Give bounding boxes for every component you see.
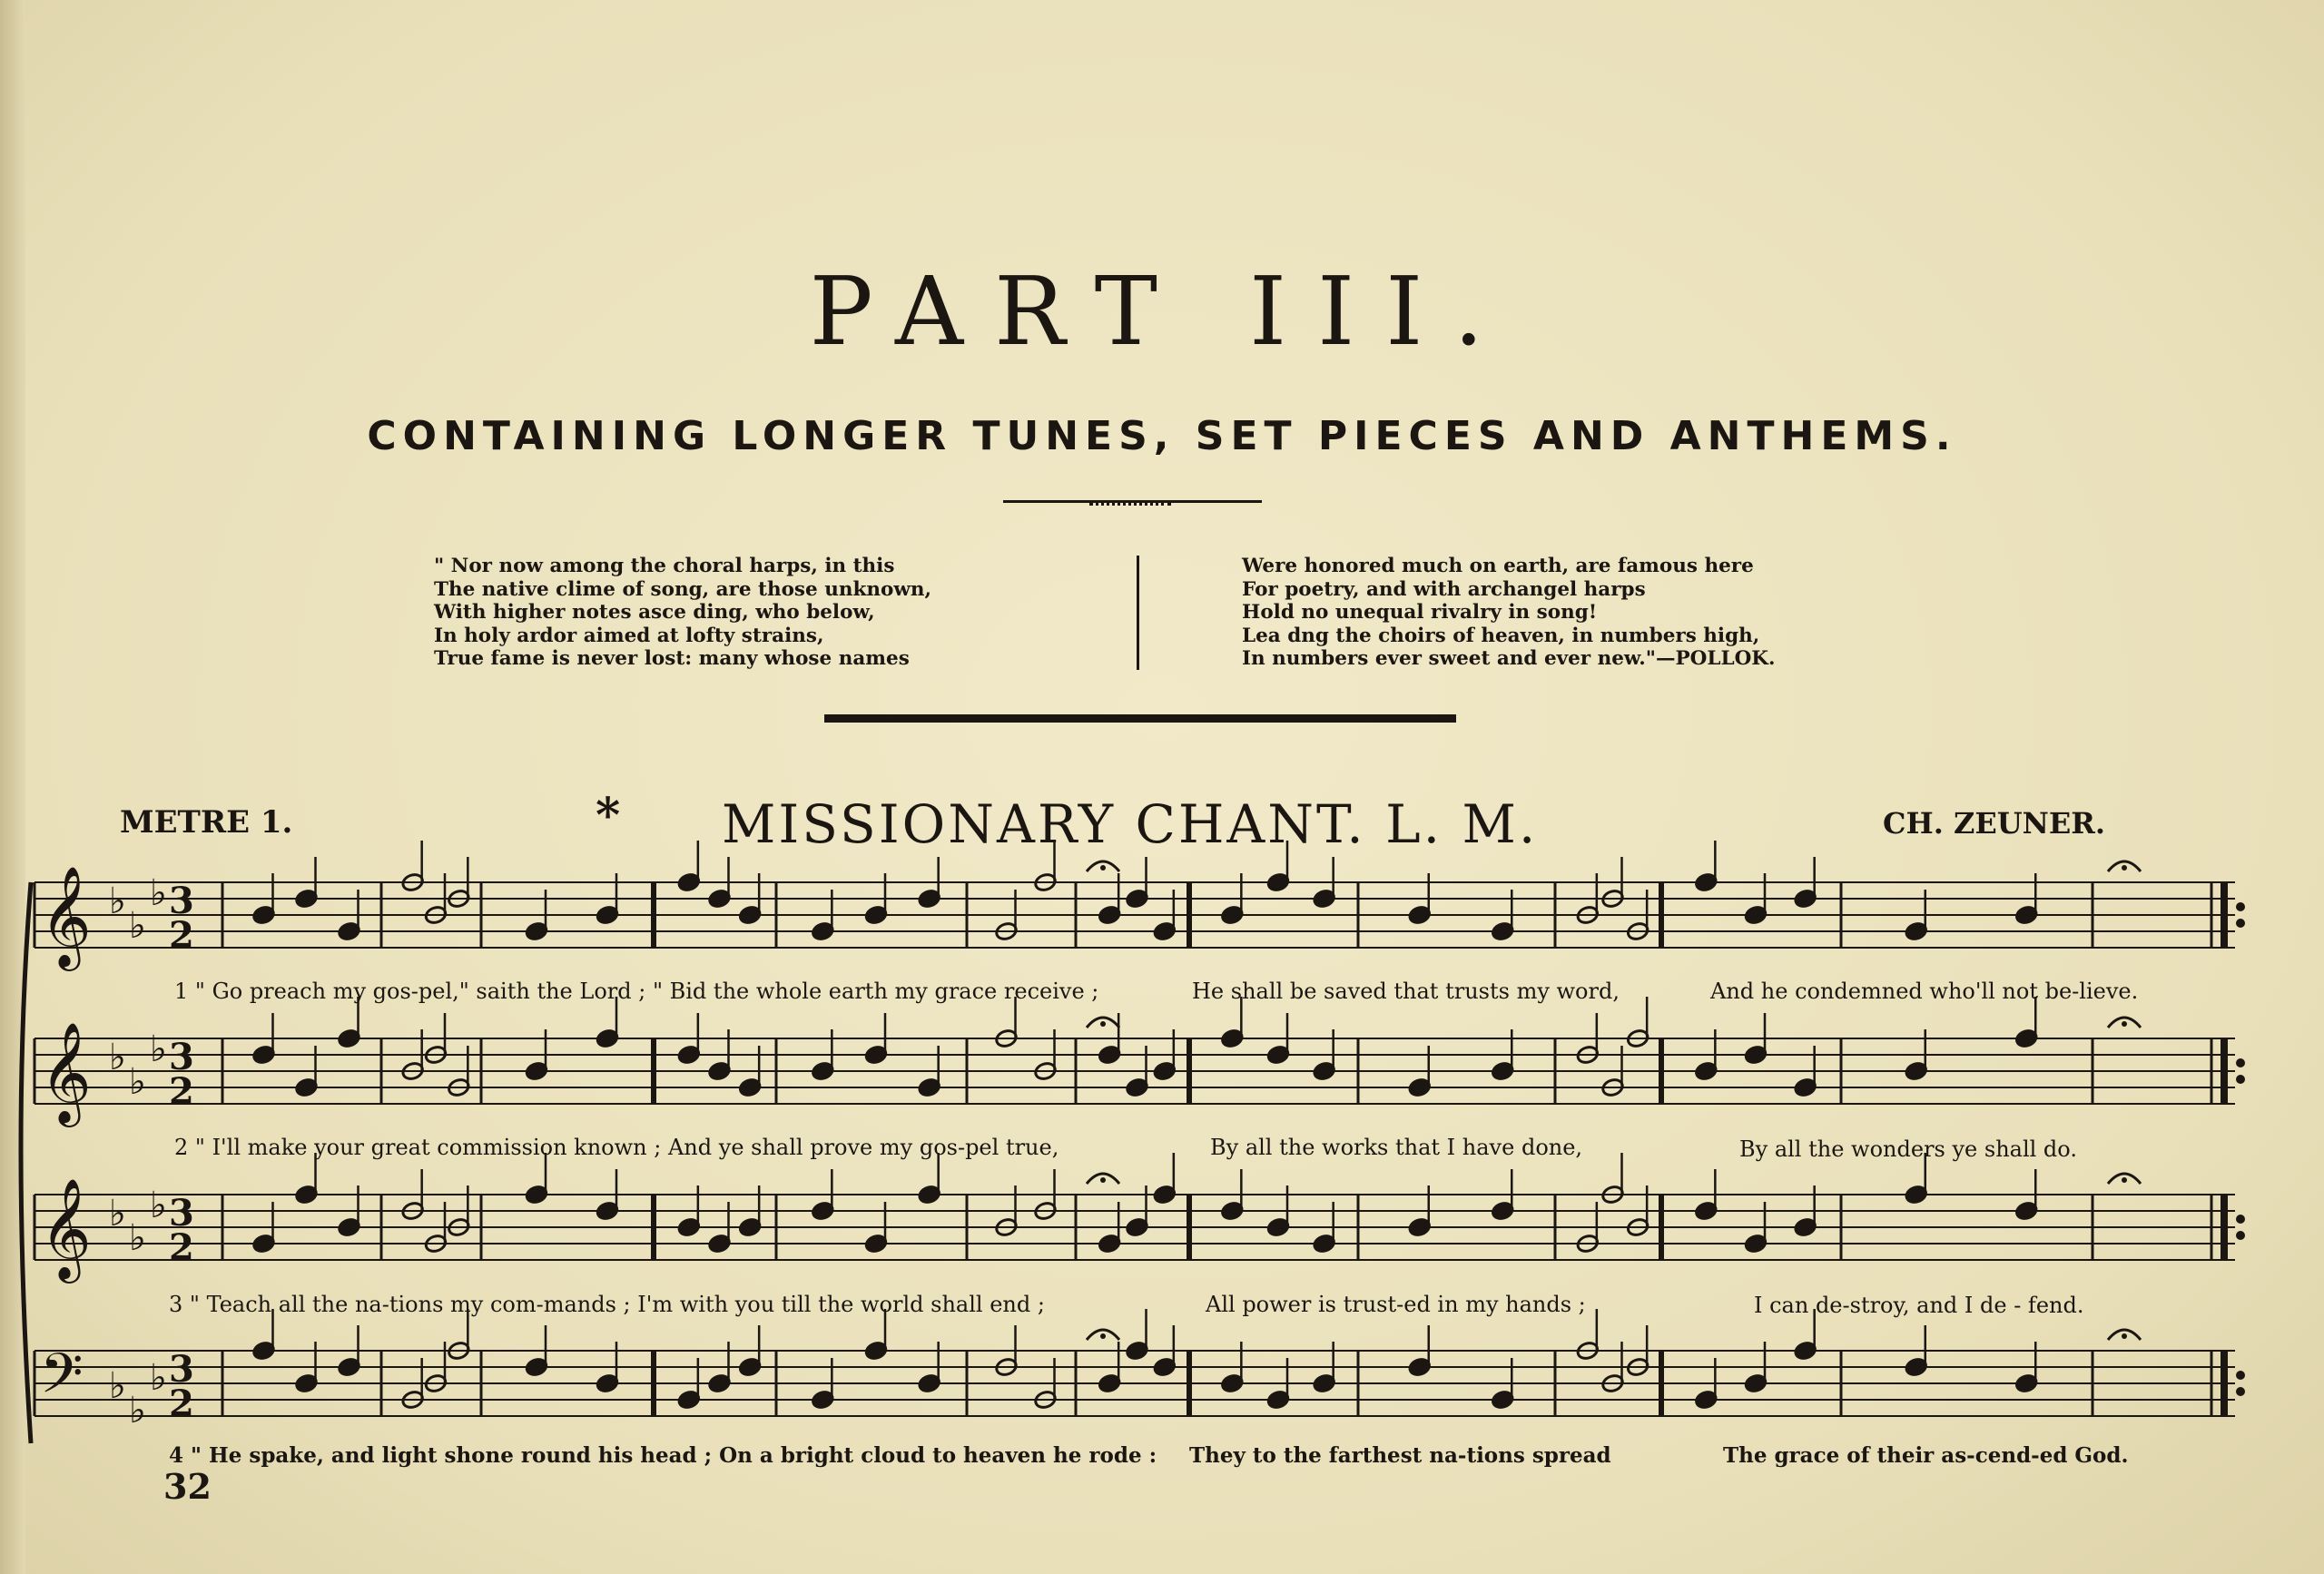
flat-icon: ♭ xyxy=(150,1028,167,1070)
flat-icon: ♭ xyxy=(150,1357,167,1399)
system-brace xyxy=(21,882,31,1443)
flat-icon: ♭ xyxy=(129,1217,146,1259)
tune-title: MISSIONARY CHANT. L. M. xyxy=(722,793,1539,855)
flat-icon: ♭ xyxy=(109,880,126,922)
epigraph-line: " Nor now among the choral harps, in this xyxy=(434,555,895,577)
bass-clef-icon: 𝄢 xyxy=(40,1342,84,1420)
verse-4-phrase-1: 4 " He spake, and light shone round his head ; On a bright cloud to heaven he rode : xyxy=(169,1443,1157,1468)
page-number: 32 xyxy=(163,1466,212,1507)
repeat-dot xyxy=(2236,1371,2245,1380)
metre-label: METRE 1. xyxy=(120,804,293,841)
epigraph-line: True fame is never lost: many whose names xyxy=(434,647,910,670)
flat-icon: ♭ xyxy=(129,905,146,947)
repeat-dot xyxy=(2236,1231,2245,1240)
flat-icon: ♭ xyxy=(109,1037,126,1078)
asterisk-mark: * xyxy=(596,788,621,843)
flat-icon: ♭ xyxy=(150,872,167,914)
repeat-dot xyxy=(2236,1387,2245,1396)
verse-2-phrase-3: By all the wonders ye shall do. xyxy=(1739,1136,2077,1162)
repeat-dot xyxy=(2236,1215,2245,1224)
repeat-dot xyxy=(2236,1058,2245,1067)
treble-clef-icon: 𝄞 xyxy=(40,865,92,967)
epigraph-line: In holy ardor aimed at lofty strains, xyxy=(434,624,824,647)
epigraph-line: With higher notes asce ding, who below, xyxy=(434,601,875,624)
epigraph-line: The native clime of song, are those unknown, xyxy=(434,577,931,601)
epigraph-line: Were honored much on earth, are famous here xyxy=(1242,555,1754,577)
fermata-dot xyxy=(2122,1021,2127,1027)
verse-3-phrase-2: All power is trust-ed in my hands ; xyxy=(1206,1292,1586,1317)
repeat-dot xyxy=(2236,919,2245,928)
verse-1-phrase-3: And he condemned who'll not be-lieve. xyxy=(1710,979,2139,1004)
time-signature-bottom: 2 xyxy=(169,1382,194,1425)
fermata-dot xyxy=(2122,1177,2127,1183)
fermata-dot xyxy=(2122,865,2127,871)
flat-icon: ♭ xyxy=(109,1193,126,1235)
verse-2-phrase-1: 2 " I'll make your great commission known ; And ye shall prove my gos-pel true, xyxy=(174,1135,1059,1160)
time-signature-top: 3 xyxy=(169,1348,194,1391)
time-signature-top: 3 xyxy=(169,880,194,922)
treble-clef-icon: 𝄞 xyxy=(40,1177,92,1279)
part-title: PART III. xyxy=(809,256,1515,367)
epigraph-line: In numbers ever sweet and ever new."—POLLOK. xyxy=(1242,647,1776,670)
flat-icon: ♭ xyxy=(129,1390,146,1431)
flat-icon: ♭ xyxy=(129,1061,146,1103)
verse-1-phrase-1: 1 " Go preach my gos-pel," saith the Lord ; " Bid the whole earth my grace receive ; xyxy=(174,979,1099,1004)
fermata-dot xyxy=(1100,865,1106,871)
time-signature-top: 3 xyxy=(169,1036,194,1078)
verse-4-phrase-2: They to the farthest na-tions spread xyxy=(1189,1443,1611,1468)
epigraph-line: Hold no unequal rivalry in song! xyxy=(1242,601,1598,624)
fermata-dot xyxy=(2122,1333,2127,1339)
verse-1-phrase-2: He shall be saved that trusts my word, xyxy=(1192,979,1620,1004)
fermata-dot xyxy=(1100,1333,1106,1339)
repeat-dot xyxy=(2236,902,2245,911)
epigraph-line: Lea dng the choirs of heaven, in numbers high, xyxy=(1242,624,1760,647)
verse-3-phrase-3: I can de-stroy, and I de - fend. xyxy=(1754,1293,2084,1318)
composer-name: CH. ZEUNER. xyxy=(1883,806,2106,841)
epigraph-line: For poetry, and with archangel harps xyxy=(1242,577,1646,601)
flat-icon: ♭ xyxy=(109,1365,126,1407)
verse-3-phrase-1: 3 " Teach all the na-tions my com-mands ; I'm with you till the world shall end ; xyxy=(169,1292,1045,1317)
time-signature-bottom: 2 xyxy=(169,914,194,957)
fermata-dot xyxy=(1100,1177,1106,1183)
treble-clef-icon: 𝄞 xyxy=(40,1021,92,1123)
part-subtitle: CONTAINING LONGER TUNES, SET PIECES AND ANTHEMS. xyxy=(367,413,1957,459)
repeat-dot xyxy=(2236,1075,2245,1084)
verse-4-phrase-3: The grace of their as-cend-ed God. xyxy=(1723,1443,2129,1468)
verse-2-phrase-2: By all the works that I have done, xyxy=(1210,1135,1583,1160)
fermata-dot xyxy=(1100,1021,1106,1027)
time-signature-bottom: 2 xyxy=(169,1226,194,1269)
flat-icon: ♭ xyxy=(150,1185,167,1226)
time-signature-top: 3 xyxy=(169,1192,194,1235)
time-signature-bottom: 2 xyxy=(169,1070,194,1113)
